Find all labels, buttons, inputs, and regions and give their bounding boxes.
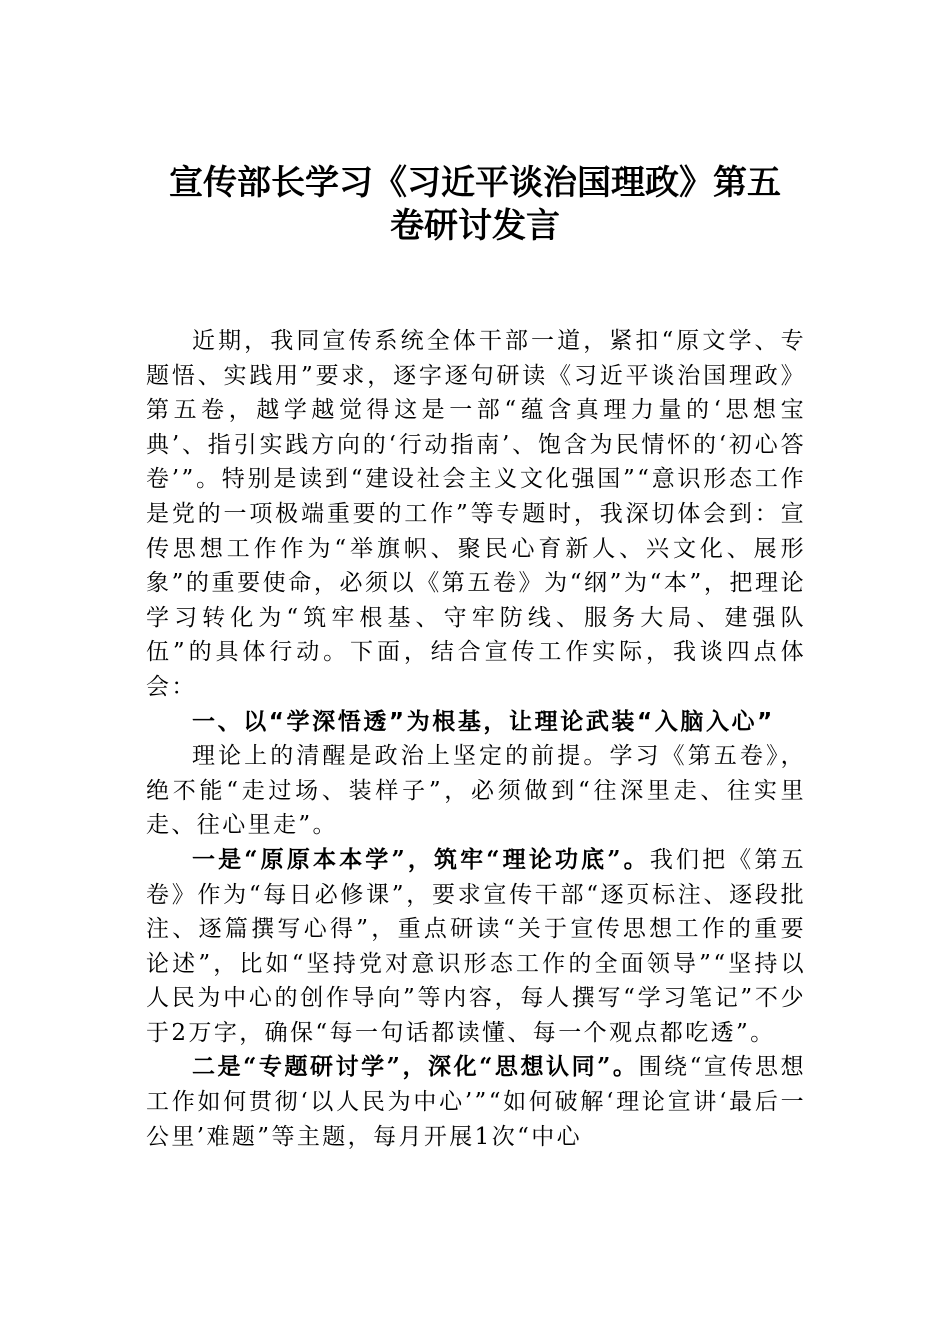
document-body	[146, 324, 806, 1154]
intro-paragraph: 近期，我同宣传系统全体干部一道，紧扣“原文学、专题悟、实践用”要求，逐字逐句研读《习近平谈治国理政》第五卷，越学越觉得这是一部“蕴含真理力量的‘思想宝典’、指引实践方向的‘行动指南’、饱含为民情怀的‘初心答卷’”。特别是读到“建设社会主义文化强国”“意识形态工作是党的一项极端重要的工作”等专题时，我深切体会到：宣传思想工作作为“举旗帜、聚民心育新人、兴文化、展形象”的重要使命，必须以《第五卷》为“纲”为“本”，把理论学习转化为“筑牢根基、守牢防线、服务大局、建强队伍”的具体行动。下面，结合宣传工作实际，我谈四点体会：	[146, 328, 806, 700]
paragraph-3-body: 围绕“宣传思想工作如何贯彻‘以人民为中心’”“如何破解‘理论宣讲‘最后一公里’难题”等主题，每月开展1次“中心	[146, 1054, 806, 1150]
paragraph-2-body: 我们把《第五卷》作为“每日必修课”，要求宣传干部“逐页标注、逐段批注、逐篇撰写心得”，重点研读“关于宣传思想工作的重要论述”，比如“坚持党对意识形态工作的全面领导”“坚持以人民为中心的创作导向”等内容，每人撰写“学习笔记”不少于2万字，确保“每一句话都读懂、每一个观点都吃透”。	[146, 846, 806, 1046]
paragraph-3	[146, 1050, 806, 1154]
document-title-line-1: 宣传部长学习《习近平谈治国理政》第五	[169, 163, 781, 203]
document-title-line-2: 卷研讨发言	[390, 206, 560, 246]
paragraph-2-lead: 一是“原原本本学”，筑牢“理论功底”。	[192, 845, 650, 873]
paragraph-2	[146, 843, 806, 1051]
paragraph-1: 理论上的清醒是政治上坚定的前提。学习《第五卷》，绝不能“走过场、装样子”，必须做到“往深里走、往实里走、往心里走”。	[146, 743, 806, 839]
paragraph-3-lead: 二是“专题研讨学”，深化“思想认同”。	[192, 1053, 639, 1081]
section-heading-1: 一、以“学深悟透”为根基，让理论武装“入脑入心”	[192, 708, 775, 735]
